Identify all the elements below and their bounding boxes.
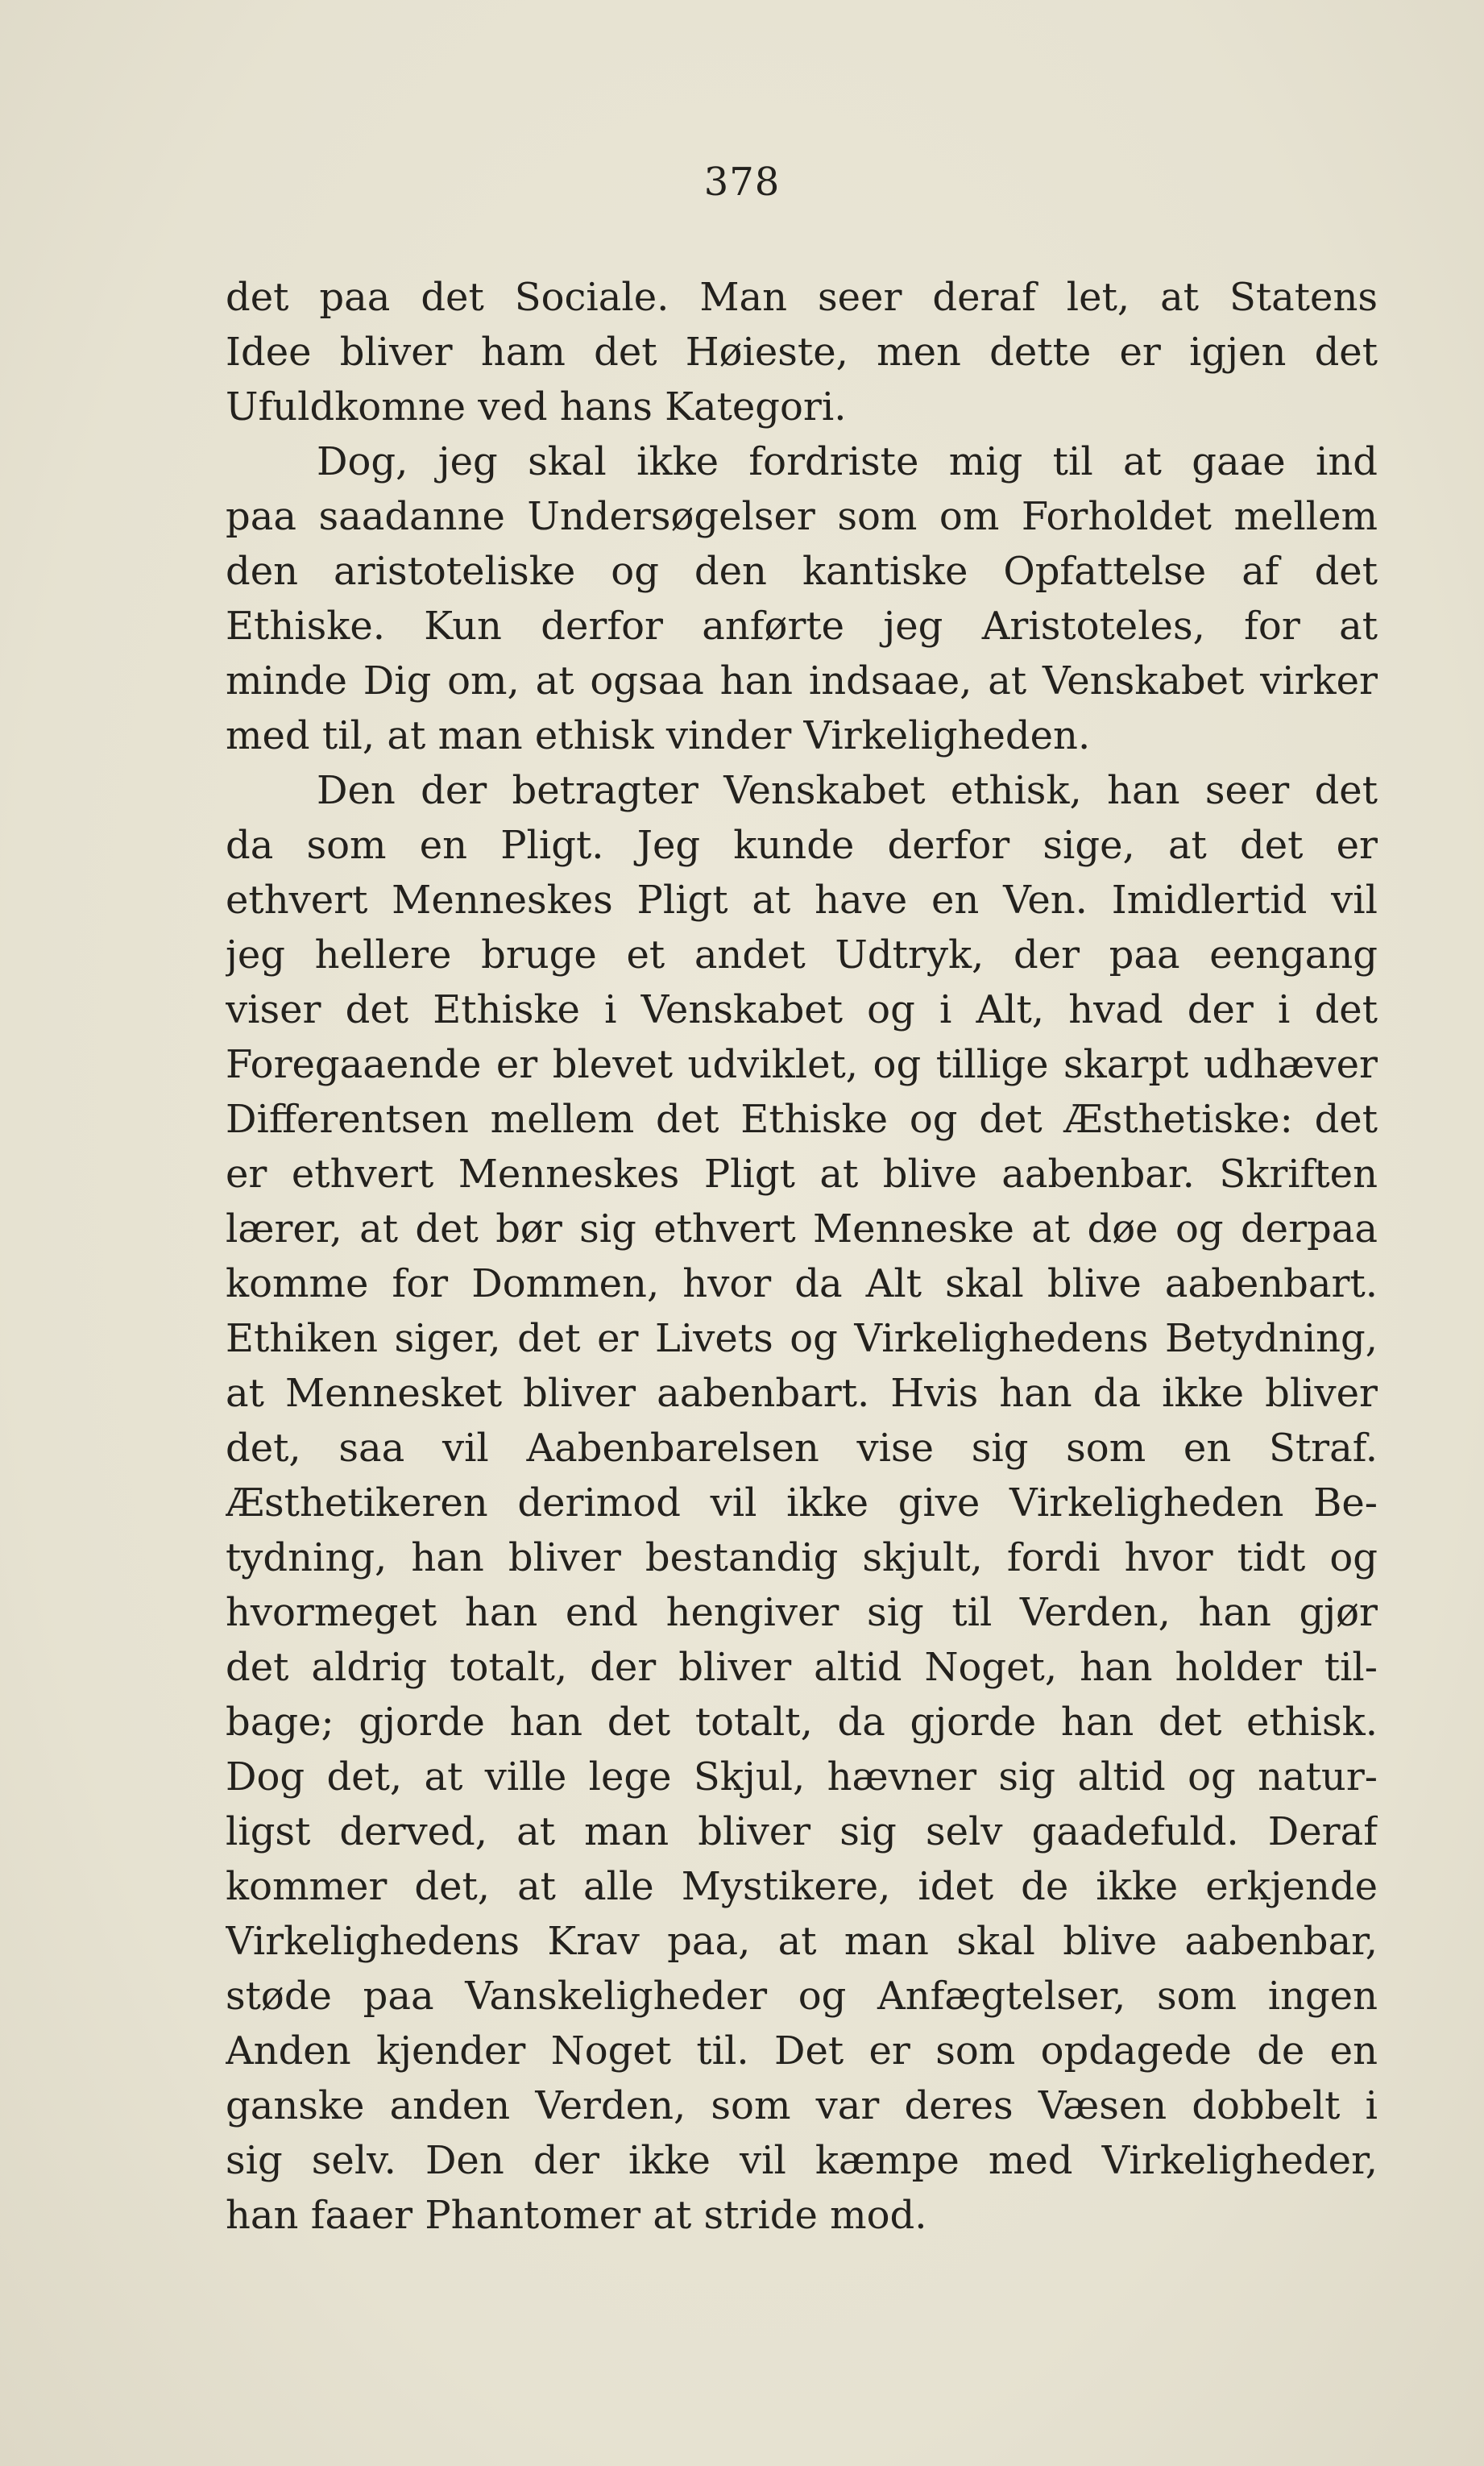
text-line: Æsthetikeren derimod vil ikke give Virkeligheden Be- xyxy=(226,1480,1378,1526)
text-line: at Mennesket bliver aabenbart. Hvis han da ikke bliver xyxy=(226,1371,1378,1416)
text-line: Idee bliver ham det Høieste, men dette er igjen det xyxy=(226,330,1378,375)
text-line: komme for Dommen, hvor da Alt skal blive aabenbart. xyxy=(226,1261,1378,1306)
text-line: viser det Ethiske i Venskabet og i Alt, hvad der i det xyxy=(226,987,1378,1032)
body-text xyxy=(226,270,1378,2243)
text-line: Anden kjender Noget til. Det er som opdagede de en xyxy=(226,2028,1378,2074)
text-line: lærer, at det bør sig ethvert Menneske at døe og derpaa xyxy=(226,1206,1378,1252)
text-line: Foregaaende er blevet udviklet, og tillige skarpt udhæver xyxy=(226,1042,1378,1087)
text-line: jeg hellere bruge et andet Udtryk, der paa eengang xyxy=(226,932,1378,978)
text-line: Den der betragter Venskabet ethisk, han seer det xyxy=(317,768,1378,813)
text-line: ganske anden Verden, som var deres Væsen dobbelt i xyxy=(226,2083,1378,2128)
text-line: hvormeget han end hengiver sig til Verden, han gjør xyxy=(226,1590,1378,1635)
text-line: minde Dig om, at ogsaa han indsaae, at Venskabet virker xyxy=(226,658,1378,704)
text-line: ethvert Menneskes Pligt at have en Ven. Imidlertid vil xyxy=(226,878,1378,923)
text-line: kommer det, at alle Mystikere, idet de ikke erkjende xyxy=(226,1864,1378,1909)
page-number: 378 xyxy=(703,160,781,205)
text-line: ligst derved, at man bliver sig selv gaadefuld. Deraf xyxy=(226,1809,1378,1854)
text-line: Ethiske. Kun derfor anførte jeg Aristoteles, for at xyxy=(226,604,1378,649)
text-line: Ufuldkomne ved hans Kategori. xyxy=(226,384,847,430)
text-line: Dog det, at ville lege Skjul, hævner sig altid og natur- xyxy=(226,1754,1378,1800)
text-line: den aristoteliske og den kantiske Opfattelse af det xyxy=(226,549,1378,594)
text-line: bage; gjorde han det totalt, da gjorde han det ethisk. xyxy=(226,1700,1378,1745)
text-line: med til, at man ethisk vinder Virkeligheden. xyxy=(226,713,1091,758)
text-line: støde paa Vanskeligheder og Anfægtelser, som ingen xyxy=(226,1974,1378,2019)
text-line: Ethiken siger, det er Livets og Virkelighedens Betydning, xyxy=(226,1316,1378,1361)
text-line: det paa det Sociale. Man seer deraf let, at Statens xyxy=(226,275,1378,320)
text-line: det aldrig totalt, der bliver altid Noget, han holder til- xyxy=(226,1645,1378,1690)
text-line: sig selv. Den der ikke vil kæmpe med Virkeligheder, xyxy=(226,2138,1378,2183)
text-line: det, saa vil Aabenbarelsen vise sig som en Straf. xyxy=(226,1426,1378,1471)
text-line: Dog, jeg skal ikke fordriste mig til at gaae ind xyxy=(317,439,1378,484)
text-line: da som en Pligt. Jeg kunde derfor sige, at det er xyxy=(226,823,1378,868)
text-line: er ethvert Menneskes Pligt at blive aabenbar. Skriften xyxy=(226,1152,1378,1197)
text-line: tydning, han bliver bestandig skjult, fordi hvor tidt og xyxy=(226,1535,1378,1580)
text-line: paa saadanne Undersøgelser som om Forholdet mellem xyxy=(226,494,1378,539)
text-line: Differentsen mellem det Ethiske og det Æsthetiske: det xyxy=(226,1097,1378,1142)
text-line: han faaer Phantomer at stride mod. xyxy=(226,2193,927,2238)
text-line: Virkelighedens Krav paa, at man skal blive aabenbar, xyxy=(226,1919,1378,1964)
